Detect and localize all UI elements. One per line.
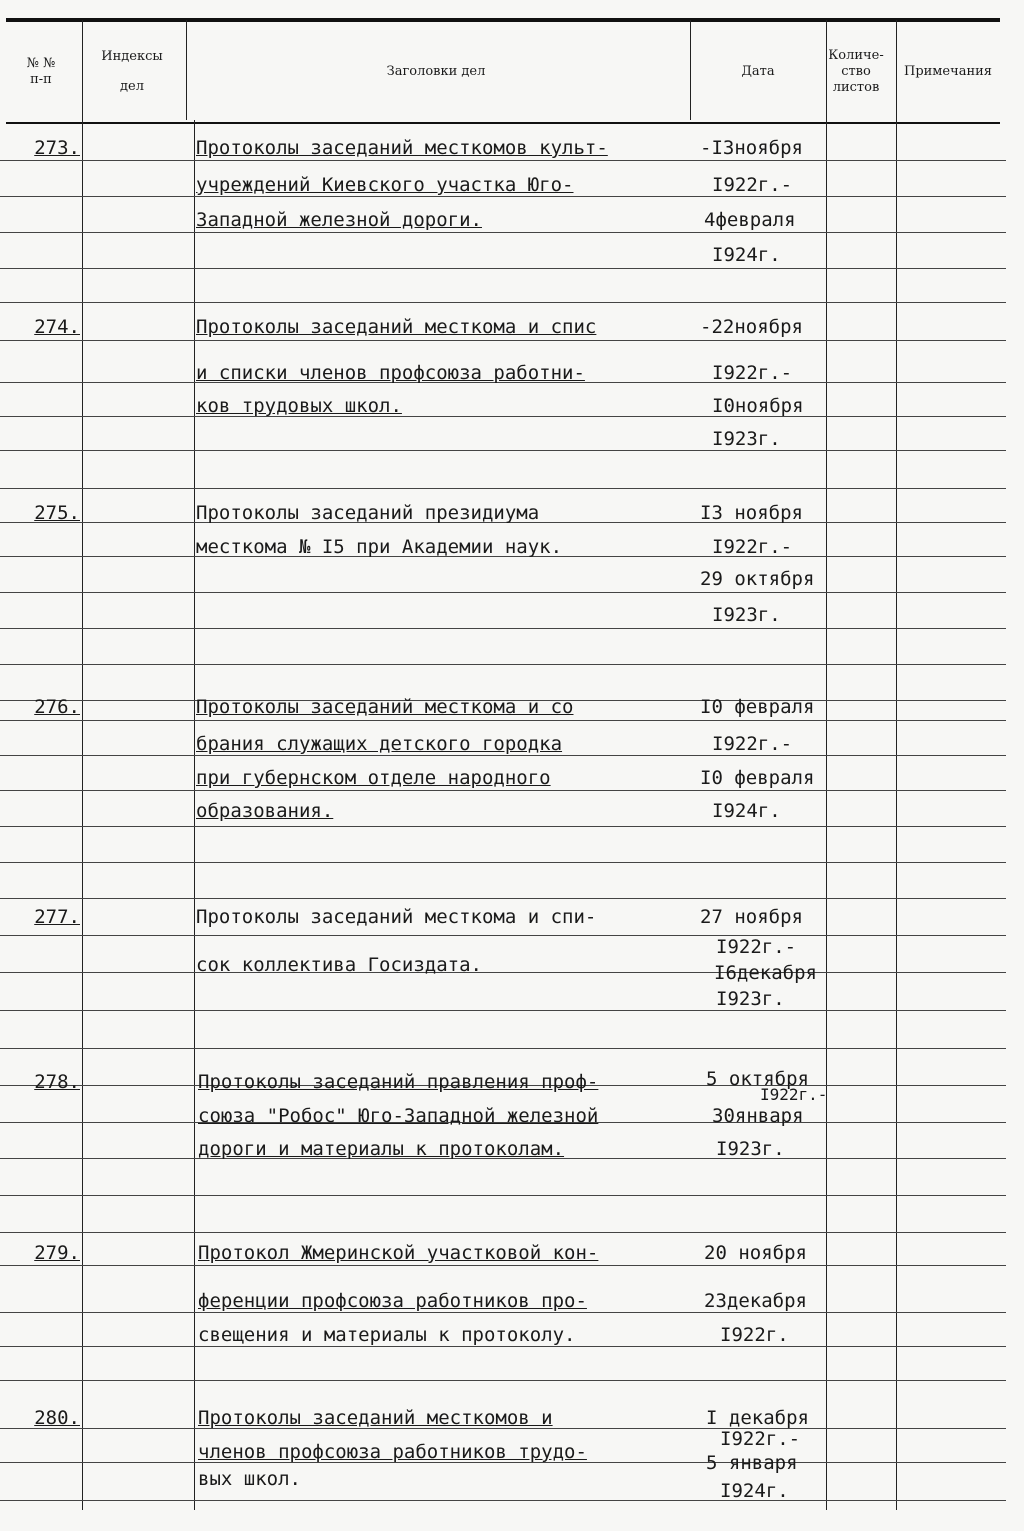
header-col-count: Количе- ство листов [828,48,884,95]
ruled-line [0,1265,1006,1266]
entry-date-line: 29 октября [700,568,815,590]
ruled-line [0,1346,1006,1347]
ruled-line [0,664,1006,665]
entry-date-line: -I3ноября [700,137,803,159]
entry-date-line: 20 ноября [704,1242,807,1264]
entry-date-line: I924г. [720,1480,789,1502]
entry-date-line: I924г. [712,800,781,822]
entry-date-line: I924г. [712,244,781,266]
entry-title-line: Протоколы заседаний месткомов культ- [196,137,608,159]
entry-title-line: членов профсоюза работников трудо- [198,1441,587,1463]
ruled-line [0,755,1006,756]
entry-date-line: I923г. [712,428,781,450]
column-divider [690,20,691,120]
entry-date-line: -22ноября [700,316,803,338]
column-divider [82,20,83,1510]
entry-date-line: 30января [712,1105,804,1127]
ruled-line [0,1010,1006,1011]
entry-title-line: Западной железной дороги. [196,209,482,231]
entry-title-line: Протоколы заседаний месткомов и [198,1407,553,1429]
ruled-line [0,826,1006,827]
ruled-line [0,592,1006,593]
entry-date-line: 5 октября [706,1068,809,1090]
ruled-line [0,232,1006,233]
entry-date-line: 5 января [706,1452,798,1474]
entry-date-line: I6декабря [714,962,817,984]
entry-title-line: вых школ. [198,1468,301,1490]
entry-number: 277. [34,906,80,928]
entry-title-line: сок коллектива Госиздата. [196,954,482,976]
entry-title-line: дороги и материалы к протоколам. [198,1138,565,1160]
ruled-line [0,488,1006,489]
entry-title-line: Протоколы заседаний месткома и со [196,696,574,718]
entry-title-line: и списки членов профсоюза работни- [196,362,585,384]
entry-date-line: I922г.- [712,733,793,755]
entry-date-line: I декабря [706,1407,809,1429]
entry-date-line: I922г.- [712,174,793,196]
entry-title-line: Протоколы заседаний президиума [196,502,540,524]
ruled-line [0,1195,1006,1196]
column-divider [194,120,195,1510]
ruled-line [0,1232,1006,1233]
entry-title-line: учреждений Киевского участка Юго- [196,174,574,196]
entry-date-line: I0 февраля [700,767,815,789]
entry-title-line: месткома № I5 при Академии наук. [196,536,563,558]
ruled-line [0,898,1006,899]
entry-number: 273. [34,137,80,159]
entry-date-line: I922г.- [712,536,793,558]
ruled-line [0,302,1006,303]
entry-date-line: I0 февраля [700,696,815,718]
entry-title-line: Протоколы заседаний правления проф- [198,1071,599,1093]
entry-title-line: Протокол Жмеринской участковой кон- [198,1242,599,1264]
entry-number: 279. [34,1242,80,1264]
header-col-notes: Примечания [903,64,992,79]
entry-date-line: 23декабря [704,1290,807,1312]
entry-number: 274. [34,316,80,338]
ruled-line [0,935,1006,936]
entry-date-line: I923г. [712,604,781,626]
entry-date-line: 4февраля [704,209,796,231]
entry-date-line: 27 ноября [700,906,803,928]
header-col-index: Индексы дел [101,49,163,94]
entry-title-line: ков трудовых школ. [196,395,402,417]
entry-date-line: I923г. [716,988,785,1010]
entry-date-line: I922г.- [716,936,797,958]
ruled-line [0,268,1006,269]
column-divider [896,20,897,1510]
entry-number: 280. [34,1407,80,1429]
ruled-line [0,196,1006,197]
entry-date-line: I3 ноября [700,502,803,524]
ruled-line [0,1312,1006,1313]
header-col-title: Заголовки дел [386,64,486,79]
entry-date-line: I923г. [716,1138,785,1160]
entry-title-line: Протоколы заседаний месткома и спи- [196,906,597,928]
entry-date-line: I922г. [720,1324,789,1346]
ruled-line [0,1380,1006,1381]
ruled-line [0,160,1006,161]
entry-title-line: образования. [196,800,334,822]
entry-title-line: брания служащих детского городка [196,733,563,755]
entry-date-line: I922г.- [760,1085,828,1104]
entry-date-line: I922г.- [720,1428,801,1450]
ruled-line [0,1500,1006,1501]
entry-number: 278. [34,1071,80,1093]
ruled-line [0,628,1006,629]
ruled-line [0,790,1006,791]
entry-date-line: I0ноября [712,395,804,417]
column-divider [826,20,827,1510]
entry-title-line: Протоколы заседаний месткома и спис [196,316,597,338]
ruled-line [0,416,1006,417]
entry-title-line: союза "Робос" Юго-Западной железной [198,1105,599,1127]
ruled-line [0,340,1006,341]
entry-title-line: ференции профсоюза работников про- [198,1290,587,1312]
header-col-date: Дата [741,64,775,79]
entry-title-line: свещения и материалы к протоколу. [198,1324,576,1346]
ruled-line [0,862,1006,863]
table-header [6,18,1000,124]
ruled-line [0,1048,1006,1049]
column-divider [186,20,187,120]
header-col-number: № № п-п [26,56,56,87]
entry-date-line: I922г.- [712,362,793,384]
entry-number: 275. [34,502,80,524]
entry-title-line: при губернском отделе народного [196,767,551,789]
ruled-line [0,720,1006,721]
ruled-line [0,972,1006,973]
entry-number: 276. [34,696,80,718]
ruled-line [0,450,1006,451]
